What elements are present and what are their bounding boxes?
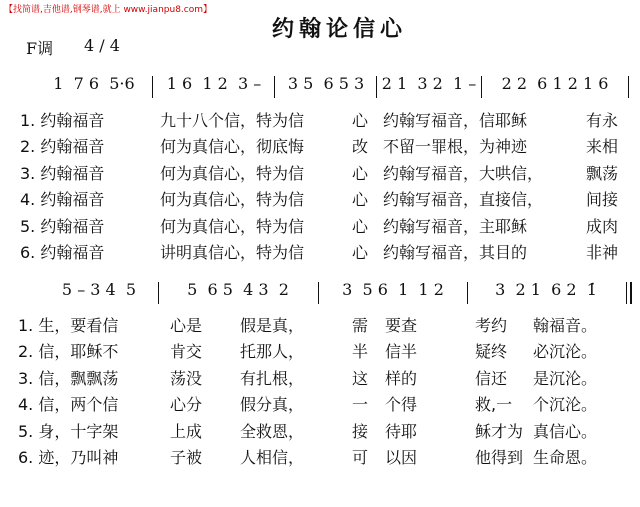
lyric-verse-3-segment: 3. 约翰福音: [20, 163, 105, 183]
lyric-verse-3-segment: 荡没: [170, 368, 203, 388]
lyric-verse-4-segment: 何为真信心，特为信: [160, 190, 305, 210]
lyric-verse-4-segment: 4. 约翰福音: [20, 190, 105, 210]
notation-row-1: [0, 74, 640, 98]
lyric-verse-5-segment: 何为真信心，特为信: [160, 216, 305, 236]
lyric-verse-6-segment: 以因: [385, 448, 418, 467]
lyric-verse-1-segment: 翰福音。: [533, 316, 598, 335]
lyric-verse-3-segment: 信还: [475, 368, 508, 388]
lyric-verse-5-segment: 心: [352, 216, 369, 236]
lyric-verse-3-segment: 是沉沦。: [533, 368, 598, 388]
lyric-verse-3-segment: 3. 信，飘飘荡: [18, 368, 119, 388]
lyric-verse-5-segment: 成肉: [586, 216, 619, 236]
lyric-verse-5-segment: 稣才为: [475, 421, 524, 441]
lyric-verse-5-segment: 5. 身，十字架: [18, 421, 119, 441]
lyric-verse-4-segment: 个沉沦。: [533, 395, 598, 415]
lyric-verse-4-segment: 间接: [586, 190, 619, 210]
measure: 1 6 1 2 3 –: [166, 74, 262, 93]
lyric-verse-1-segment: 有永: [586, 111, 619, 130]
bar-line: [274, 76, 275, 98]
lyric-verse-1-segment: 九十八个信，特为信: [160, 111, 305, 130]
measure: 5 – 3 4 5: [61, 280, 137, 299]
lyric-verse-6-segment: 子被: [170, 448, 203, 467]
lyric-verse-2-segment: 肯交: [170, 342, 203, 362]
final-double-bar: [626, 282, 632, 304]
lyric-verse-6-segment: 可: [352, 448, 369, 467]
lyric-verse-2-segment: 不留一罪根，为神迹: [383, 137, 528, 157]
lyric-verse-2-segment: 来相: [586, 137, 619, 157]
lyric-verse-3-segment: 有扎根，: [240, 368, 305, 388]
lyric-verse-5-segment: 全救恩，: [240, 421, 305, 441]
lyric-verse-6-segment: 约翰写福音，其目的: [383, 243, 528, 262]
lyric-verse-6-segment: 生命恩。: [533, 448, 598, 467]
lyric-verse-2-segment: 改: [352, 137, 369, 157]
lyric-verse-4-segment: 4. 信，两个信: [18, 395, 119, 415]
lyric-verse-2-segment: 必沉沦。: [533, 342, 598, 362]
lyric-verse-2-segment: 何为真信心，彻底悔: [160, 137, 305, 157]
bar-line: [158, 282, 159, 304]
lyric-verse-6-segment: 6. 约翰福音: [20, 243, 105, 262]
lyric-verse-1-segment: 需: [352, 316, 369, 335]
measure: 2 2 6 1 2 1 6: [501, 74, 609, 93]
lyric-verse-5-segment: 5. 约翰福音: [20, 216, 105, 236]
lyric-verse-3-segment: 心: [352, 163, 369, 183]
lyric-verse-6-segment: 他得到: [475, 448, 524, 467]
bar-line: [376, 76, 377, 98]
lyric-verse-3-segment: 约翰写福音，大哄信，: [383, 163, 544, 183]
measure: 3 5 6 1 1 2: [342, 280, 444, 299]
lyric-verse-4-segment: 个得: [385, 395, 418, 415]
lyric-verse-1-segment: 约翰写福音，信耶稣: [383, 111, 528, 130]
bar-line: [481, 76, 482, 98]
lyric-verse-1-segment: 要查: [385, 316, 418, 335]
measure: 3 2 1 6 2 1̇: [495, 280, 597, 299]
lyric-verse-3-segment: 样的: [385, 368, 418, 388]
bar-line: [467, 282, 468, 304]
lyric-verse-3-segment: 这: [352, 368, 369, 388]
lyric-verse-4-segment: 心分: [170, 395, 203, 415]
lyric-verse-2-segment: 2. 信，耶稣不: [18, 342, 119, 362]
lyric-verse-2-segment: 2. 约翰福音: [20, 137, 105, 157]
lyric-verse-1-segment: 考约: [475, 316, 508, 335]
measure: 1 7 6 5·6: [53, 74, 135, 93]
lyric-verse-2-segment: 信半: [385, 342, 418, 362]
lyric-verse-6-segment: 6. 迹，乃叫神: [18, 448, 119, 467]
lyric-verse-5-segment: 约翰写福音，主耶稣: [383, 216, 528, 236]
lyric-verse-4-segment: 救,一: [475, 395, 513, 415]
song-title: 约翰论信心: [272, 17, 408, 42]
lyric-verse-5-segment: 真信心。: [533, 421, 598, 441]
lyric-verse-5-segment: 待耶: [385, 421, 418, 441]
lyric-verse-2-segment: 托那人，: [240, 342, 305, 362]
notation-row-2: [0, 280, 640, 304]
lyric-verse-1-segment: 假是真，: [240, 316, 305, 335]
measure: 5 6 5 4 3 2: [187, 280, 289, 299]
key-signature: F调: [26, 39, 54, 58]
lyric-verse-4-segment: 一: [352, 395, 369, 415]
lyric-verse-6-segment: 心: [352, 243, 369, 262]
lyric-verse-4-segment: 约翰写福音，直接信，: [383, 190, 544, 210]
lyric-verse-6-segment: 人相信，: [240, 448, 305, 467]
lyric-verse-1-segment: 1. 约翰福音: [20, 111, 105, 130]
lyric-verse-6-segment: 讲明真信心，特为信: [160, 243, 305, 262]
bar-line: [628, 76, 629, 98]
lyric-verse-4-segment: 假分真，: [240, 395, 305, 415]
lyric-verse-2-segment: 半: [352, 342, 369, 362]
site-banner: 【找简谱,吉他谱,钢琴谱,就上 www.jianpu8.com】: [4, 5, 213, 15]
lyric-verse-3-segment: 飘荡: [586, 163, 619, 183]
lyric-verse-2-segment: 疑终: [475, 342, 508, 362]
lyric-verse-5-segment: 接: [352, 421, 369, 441]
lyric-verse-1-segment: 1. 生，要看信: [18, 316, 119, 335]
bar-line: [318, 282, 319, 304]
bar-line: [152, 76, 153, 98]
measure: 3 5 6 5 3: [287, 74, 365, 93]
lyric-verse-5-segment: 上成: [170, 421, 203, 441]
lyric-verse-1-segment: 心是: [170, 316, 203, 335]
lyric-verse-6-segment: 非神: [586, 243, 619, 262]
lyric-verse-3-segment: 何为真信心，特为信: [160, 163, 305, 183]
time-signature: 4 / 4: [84, 36, 120, 55]
lyric-verse-4-segment: 心: [352, 190, 369, 210]
lyric-verse-1-segment: 心: [352, 111, 369, 130]
measure: 2 1 3 2 1 –: [381, 74, 477, 93]
